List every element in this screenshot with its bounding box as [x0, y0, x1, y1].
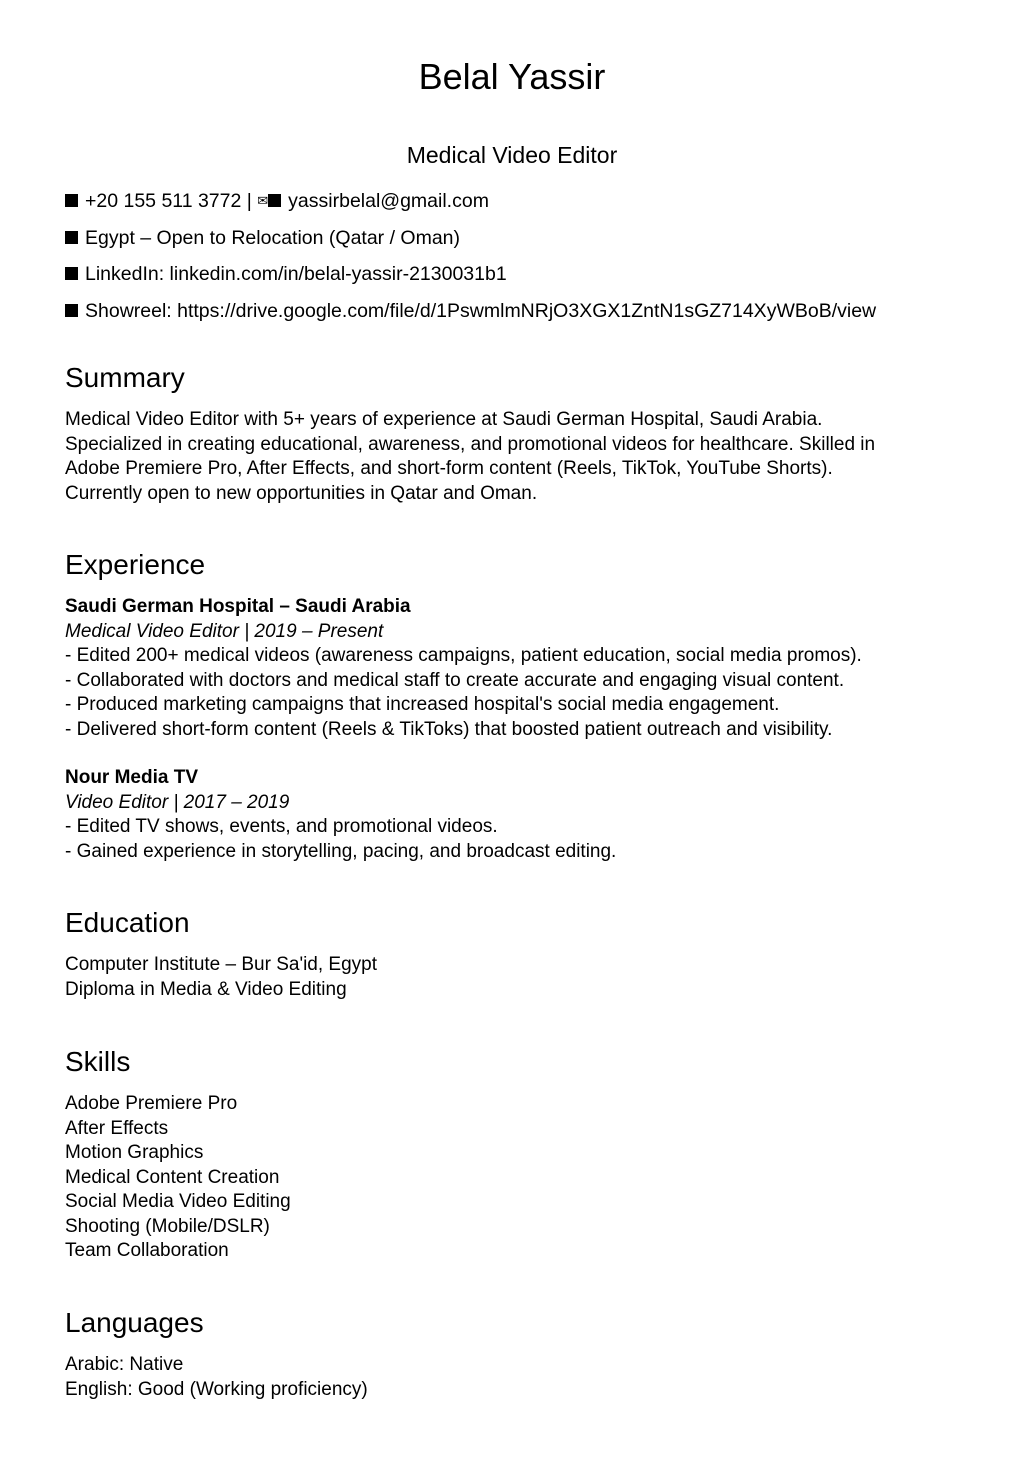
phone: +20 155 511 3772	[85, 190, 242, 212]
email[interactable]: yassirbelal@gmail.com	[288, 190, 489, 212]
location: Egypt – Open to Relocation (Qatar / Oman)	[85, 227, 461, 249]
language-item: English: Good (Working proficiency)	[65, 1378, 368, 1400]
bullet: - Produced marketing campaigns that increased hospital's social media engagement.	[65, 694, 780, 715]
skill-item: Motion Graphics	[65, 1142, 204, 1163]
bullet: - Delivered short-form content (Reels & TikToks) that boosted patient outreach and visibility.	[65, 718, 833, 740]
skill-item: Social Media Video Editing	[65, 1191, 291, 1212]
summary-line: Medical Video Editor with 5+ years of experience at Saudi German Hospital, Saudi Arabia.	[65, 409, 823, 430]
contact-phone-email	[65, 189, 489, 213]
bullet: - Collaborated with doctors and medical staff to create accurate and engaging visual content.	[65, 669, 845, 691]
summary-line: Currently open to new opportunities in Qatar and Oman.	[65, 482, 538, 504]
job-title: Medical Video Editor	[406, 142, 618, 168]
languages-section	[65, 1307, 368, 1402]
envelope-icon: ✉	[257, 193, 269, 208]
skill-item: After Effects	[65, 1117, 169, 1139]
bullet: - Edited 200+ medical videos (awareness campaigns, patient education, social media promos).	[65, 645, 862, 666]
skill-item: Medical Content Creation	[65, 1166, 280, 1188]
role: Video Editor | 2017 – 2019	[65, 791, 290, 813]
candidate-name: Belal Yassir	[418, 56, 606, 97]
separator: |	[246, 190, 252, 212]
bullet: - Gained experience in storytelling, pacing, and broadcast editing.	[65, 840, 617, 862]
contact-location	[65, 226, 460, 250]
bullet: - Edited TV shows, events, and promotional videos.	[65, 816, 498, 837]
section-heading: Languages	[65, 1307, 204, 1338]
experience-section	[65, 549, 862, 864]
square-bullet-icon	[65, 194, 78, 207]
section-heading: Skills	[65, 1046, 131, 1077]
showreel-link[interactable]: Showreel: https://drive.google.com/file/d/1PswmlmNRjO3XGX1ZntN1sGZ714XyWBoB/view	[85, 300, 877, 322]
square-bullet-icon	[65, 267, 78, 280]
section-heading: Summary	[65, 362, 185, 393]
section-heading: Experience	[65, 549, 206, 580]
summary-line: Adobe Premiere Pro, After Effects, and short-form content (Reels, TikTok, YouTube Shorts).	[65, 458, 833, 479]
skills-section	[65, 1046, 291, 1264]
summary-section	[65, 362, 875, 506]
company: Nour Media TV	[65, 767, 199, 788]
role: Medical Video Editor | 2019 – Present	[65, 620, 384, 642]
education-line: Computer Institute – Bur Sa'id, Egypt	[65, 954, 378, 975]
square-bullet-icon	[65, 231, 78, 244]
summary-line: Specialized in creating educational, awareness, and promotional videos for healthcare. Skilled in	[65, 433, 876, 455]
square-bullet-icon	[268, 194, 281, 207]
job-entry	[65, 766, 862, 864]
square-bullet-icon	[65, 304, 78, 317]
skill-item: Team Collaboration	[65, 1240, 229, 1261]
company: Saudi German Hospital – Saudi Arabia	[65, 596, 411, 617]
linkedin-link[interactable]: LinkedIn: linkedin.com/in/belal-yassir-2130031b1	[85, 263, 507, 285]
education-section	[65, 907, 377, 1002]
contact-showreel	[65, 299, 876, 323]
education-line: Diploma in Media & Video Editing	[65, 978, 347, 1000]
job-entry	[65, 595, 862, 742]
contact-linkedin	[65, 262, 507, 286]
section-heading: Education	[65, 907, 190, 938]
skill-item: Shooting (Mobile/DSLR)	[65, 1215, 270, 1237]
language-item: Arabic: Native	[65, 1354, 184, 1375]
skill-item: Adobe Premiere Pro	[65, 1093, 238, 1114]
